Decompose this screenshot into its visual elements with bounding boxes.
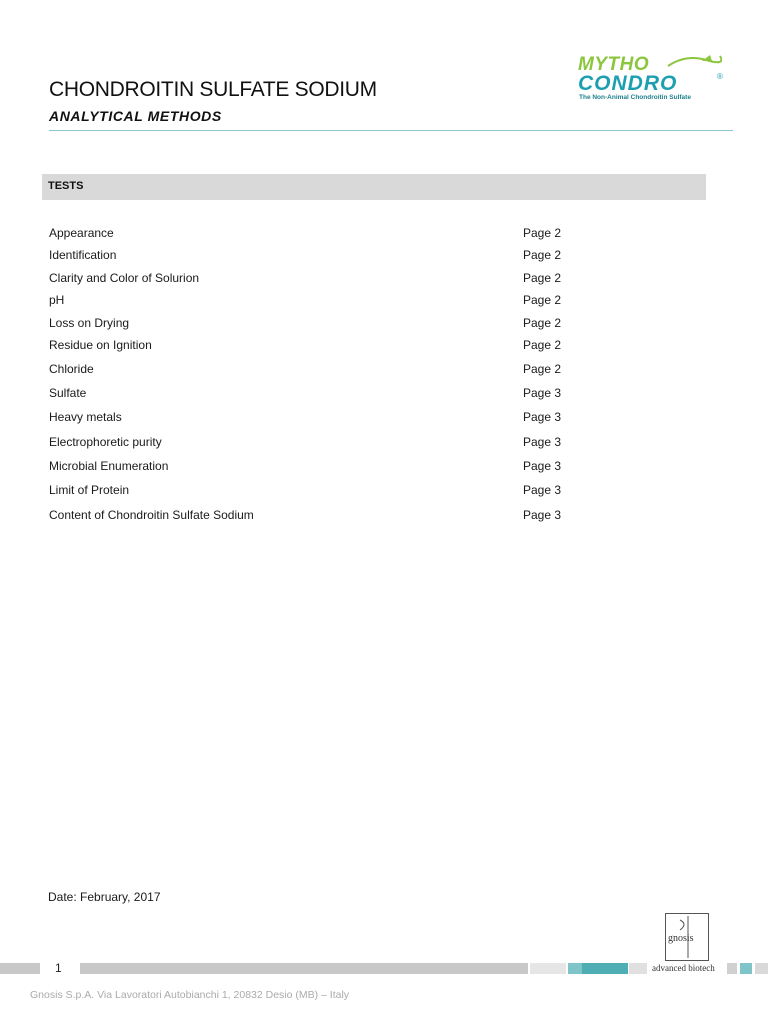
test-row [49, 293, 649, 311]
test-row [49, 271, 649, 289]
test-page-ref: Page 3 [523, 483, 562, 497]
logo-mytho: MYTHO [578, 54, 650, 75]
test-page-ref: Page 2 [523, 226, 562, 240]
test-row [49, 386, 649, 404]
test-page-ref: Page 2 [523, 271, 562, 285]
page-subtitle: ANALYTICAL METHODS [49, 108, 222, 124]
gnosis-wordmark: gnosis [668, 933, 694, 944]
page-title: CHONDROITIN SULFATE SODIUM [49, 78, 377, 101]
logo-registered-mark: ® [717, 72, 723, 81]
gnosis-logo [665, 913, 709, 961]
document-date: Date: February, 2017 [48, 890, 161, 904]
footer-segment [530, 963, 566, 974]
test-row [49, 483, 649, 501]
company-address: Gnosis S.p.A. Via Lavoratori Autobianchi 1, 20832 Desio (MB) – Italy [30, 989, 350, 1001]
test-name: Sulfate [49, 386, 87, 400]
test-row [49, 459, 649, 477]
footer-segment [629, 963, 647, 974]
test-row [49, 338, 649, 356]
tests-header-bar [42, 174, 706, 200]
test-page-ref: Page 2 [523, 338, 562, 352]
test-name: Limit of Protein [49, 483, 130, 497]
test-name: Identification [49, 248, 117, 262]
test-name: Chloride [49, 362, 94, 376]
header-divider [49, 130, 733, 131]
test-page-ref: Page 2 [523, 293, 562, 307]
test-page-ref: Page 3 [523, 508, 562, 522]
mythocondro-logo [576, 52, 730, 104]
test-page-ref: Page 2 [523, 362, 562, 376]
footer-bar-main [80, 963, 528, 974]
footer-bar-left [0, 963, 40, 974]
test-page-ref: Page 3 [523, 386, 562, 400]
footer-segment [755, 963, 768, 974]
tests-heading: TESTS [48, 180, 84, 192]
test-row [49, 248, 649, 266]
page-number: 1 [55, 961, 62, 975]
test-row [49, 410, 649, 428]
logo-condro: CONDRO [578, 72, 678, 95]
test-name: Loss on Drying [49, 316, 130, 330]
footer-segment [727, 963, 737, 974]
test-page-ref: Page 3 [523, 459, 562, 473]
test-page-ref: Page 2 [523, 316, 562, 330]
test-row [49, 316, 649, 334]
test-page-ref: Page 2 [523, 248, 562, 262]
test-name: Microbial Enumeration [49, 459, 169, 473]
test-name: Heavy metals [49, 410, 122, 424]
gnosis-tagline: advanced biotech [652, 963, 715, 973]
footer-segment [568, 963, 582, 974]
leaf-swoosh-icon [666, 52, 722, 70]
test-row [49, 508, 649, 526]
test-name: Electrophoretic purity [49, 435, 162, 449]
test-name: Appearance [49, 226, 114, 240]
test-row [49, 226, 649, 244]
test-name: Residue on Ignition [49, 338, 152, 352]
test-page-ref: Page 3 [523, 435, 562, 449]
test-name: Content of Chondroitin Sulfate Sodium [49, 508, 254, 522]
test-name: pH [49, 293, 65, 307]
test-name: Clarity and Color of Solurion [49, 271, 200, 285]
footer-segment [740, 963, 752, 974]
test-row [49, 435, 649, 453]
test-page-ref: Page 3 [523, 410, 562, 424]
footer-segment [582, 963, 628, 974]
test-row [49, 362, 649, 380]
logo-tagline: The Non-Animal Chondroitin Sulfate [579, 94, 691, 101]
